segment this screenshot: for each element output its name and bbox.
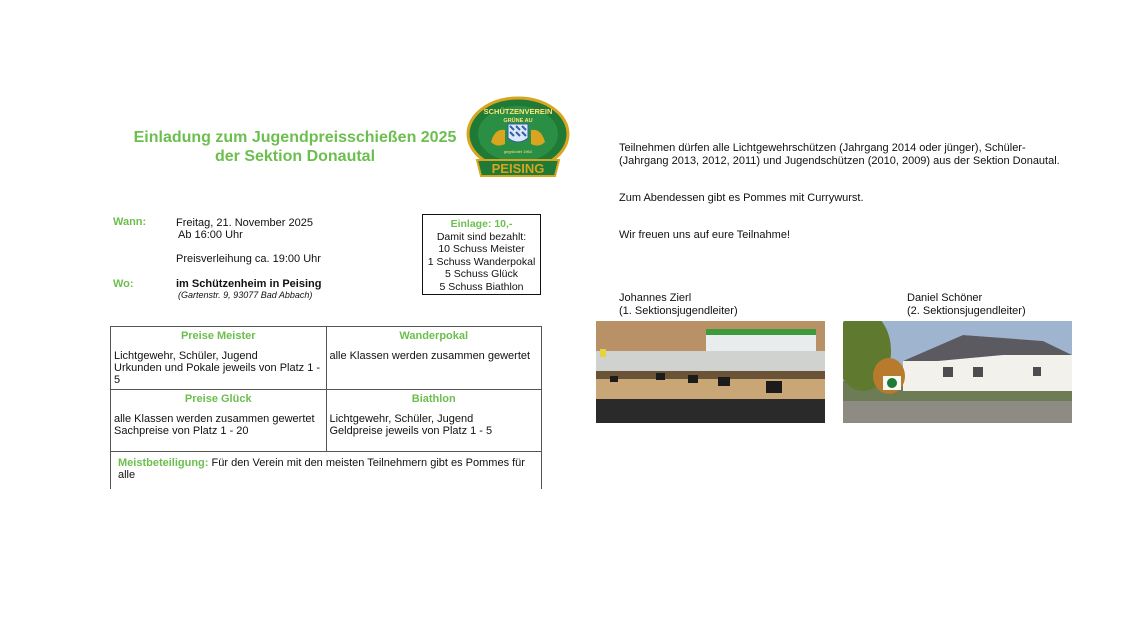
logo-top-text: SCHÜTZENVEREIN: [483, 107, 553, 116]
prizes-table: [110, 326, 542, 489]
meist-label: Meistbeteiligung:: [118, 457, 209, 469]
prize-head-glueck: Preise Glück: [184, 393, 252, 405]
leader-2: [907, 292, 1026, 317]
wann-date: Freitag, 21. November 2025: [176, 217, 313, 229]
title-line-1: Einladung zum Jugendpreisschießen 2025: [133, 129, 457, 146]
clubhouse-photo: [843, 321, 1072, 423]
wo-label: Wo:: [113, 278, 134, 290]
prize-head-wander: Wanderpokal: [399, 330, 469, 342]
prize-cell-wander: [326, 327, 542, 390]
prize-cell-meistbeteiligung: [111, 452, 542, 490]
einlage-item: 5 Schuss Glück: [445, 268, 518, 280]
title-line-2: der Sektion Donautal: [214, 148, 376, 165]
club-logo: [465, 96, 571, 180]
prize-head-meister: Preise Meister: [180, 330, 256, 342]
einlage-sub: Damit sind bezahlt:: [436, 230, 527, 243]
prize-cell-biathlon: [326, 390, 542, 452]
prize-cell-glueck: [111, 390, 327, 452]
leader-2-role: (2. Sektionsjugendleiter): [907, 304, 1026, 317]
wo-place: im Schützenheim in Peising: [176, 278, 322, 290]
leader-1-name: Johannes Zierl: [619, 292, 692, 304]
prize-text: alle Klassen werden zusammen gewertet: [114, 413, 315, 425]
prize-text: Lichtgewehr, Schüler, Jugend: [329, 413, 474, 425]
dinner-text: Zum Abendessen gibt es Pommes mit Currywurst.: [619, 192, 864, 204]
prize-text: Lichtgewehr, Schüler, Jugend: [114, 350, 258, 362]
prize-text: Urkunden und Pokale jeweils von Platz 1 - 5: [114, 362, 321, 386]
closing-text: Wir freuen uns auf eure Teilnahme!: [619, 229, 790, 241]
einlage-item: 1 Schuss Wanderpokal: [427, 255, 536, 268]
logo-founded: gegründet 1964: [503, 149, 533, 154]
prize-cell-meister: [111, 327, 327, 390]
eligibility-text: [619, 142, 1060, 167]
einlage-item: 5 Schuss Biathlon: [439, 280, 524, 293]
wann-time: Ab 16:00 Uhr: [178, 229, 243, 241]
prize-head-biathlon: Biathlon: [411, 393, 456, 405]
prize-text: Geldpreise jeweils von Platz 1 - 5: [329, 425, 493, 437]
leader-1-role: (1. Sektionsjugendleiter): [619, 304, 738, 317]
prize-text: Sachpreise von Platz 1 - 20: [114, 425, 249, 437]
eligibility-line-1: Teilnehmen dürfen alle Lichtgewehrschützen (Jahrgang 2014 oder jünger), Schüler-: [619, 142, 1026, 154]
prize-text: alle Klassen werden zusammen gewertet: [329, 350, 531, 362]
range-photo: [596, 321, 825, 423]
wo-address: (Gartenstr. 9, 93077 Bad Abbach): [178, 290, 313, 300]
wann-label: Wann:: [113, 216, 147, 228]
page-title: [110, 128, 480, 166]
einlage-box: [422, 214, 541, 295]
meist-text: Für den Verein mit den meisten Teilnehmern gibt es Pommes für alle: [118, 457, 525, 481]
leader-1: [619, 292, 738, 317]
eligibility-line-2: (Jahrgang 2013, 2012, 2011) und Jugendschützen (2010, 2009) aus der Sektion Donautal.: [619, 154, 1060, 167]
logo-sub-text: GRÜNE AU: [503, 118, 533, 124]
wann-award: Preisverleihung ca. 19:00 Uhr: [176, 253, 321, 265]
einlage-head: Einlage: 10,-: [450, 218, 513, 230]
logo-banner: PEISING: [491, 161, 545, 176]
leader-2-name: Daniel Schöner: [907, 292, 983, 304]
einlage-item: 10 Schuss Meister: [438, 243, 525, 255]
